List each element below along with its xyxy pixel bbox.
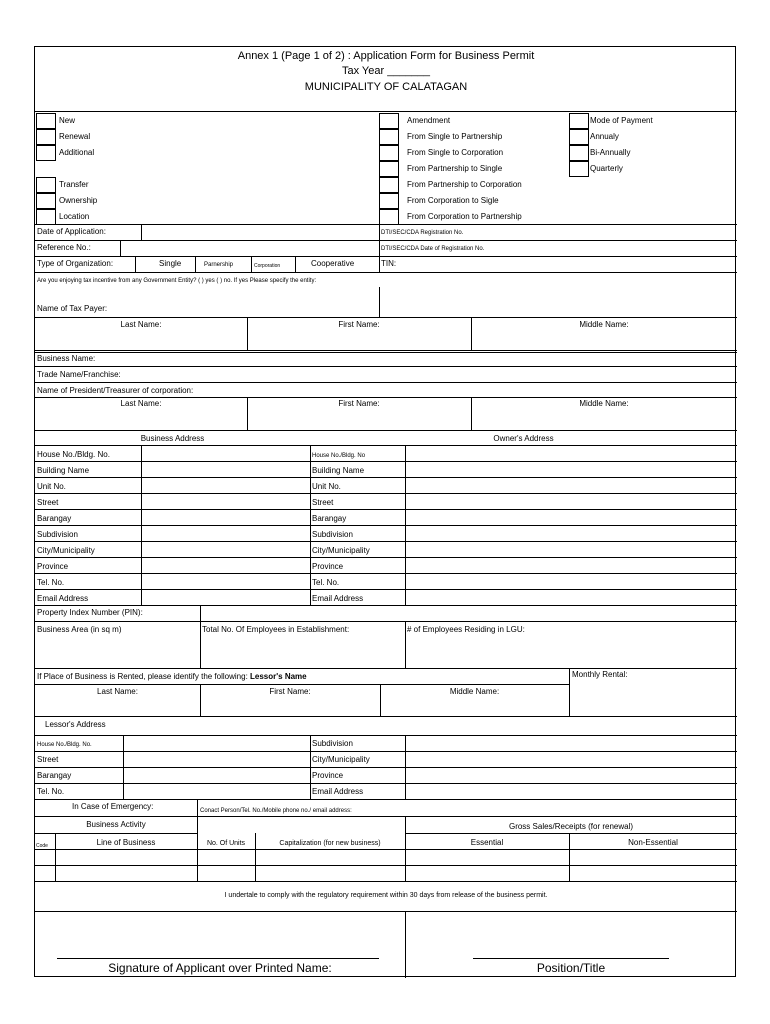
pin-label: Property Index Number (PIN): [37, 608, 143, 617]
gross-sales-title: Gross Sales/Receipts (for renewal) [508, 822, 634, 831]
business-house-no-label: House No./Bldg. No. [37, 450, 110, 459]
rented-lessor-label [37, 672, 307, 682]
corporation-to-single-checkbox[interactable] [379, 193, 399, 209]
tax-year: Tax Year _______ [341, 65, 431, 77]
corporation-to-single-label: From Corporation to Sigle [407, 196, 499, 205]
new-label: New [59, 116, 76, 125]
corporation-to-partnership-checkbox[interactable] [379, 209, 399, 225]
business-unit-no-label: Unit No. [37, 482, 66, 491]
president-last-name-label: Last Name: [120, 399, 162, 408]
lessor-tel-no-label: Tel. No. [37, 787, 65, 796]
ownership-checkbox[interactable] [36, 193, 56, 209]
business-street-label: Street [37, 498, 59, 507]
payment-mode-box [569, 113, 589, 129]
additional-label: Additional [59, 148, 95, 157]
president-first-name-label: First Name: [338, 399, 380, 408]
code-column-header: Code [36, 843, 48, 849]
renewal-label: Renewal [59, 132, 91, 141]
owner-city-label: City/Municipality [312, 546, 370, 555]
municipality-name: MUNICIPALITY OF CALATAGAN [304, 81, 468, 93]
total-employees-label: Total No. Of Employees in Establishment: [202, 625, 350, 634]
form-title: Annex 1 (Page 1 of 2) : Application Form for Business Permit [237, 50, 535, 62]
reference-no-label: Reference No.: [37, 243, 91, 252]
lessor-barangay-label: Barangay [37, 771, 72, 780]
bi-annually-label: Bi-Annually [590, 148, 631, 157]
business-barangay-label: Barangay [37, 514, 72, 523]
transfer-checkbox[interactable] [36, 177, 56, 193]
owner-street-label: Street [312, 498, 334, 507]
essential-header: Essential [470, 838, 504, 847]
lessor-email-label: Email Address [312, 787, 364, 796]
partnership-to-single-checkbox[interactable] [379, 161, 399, 177]
rented-prefix: If Place of Business is Rented, please identify the following: [37, 672, 251, 681]
business-address-title: Business Address [140, 434, 205, 443]
lessor-street-label: Street [37, 755, 59, 764]
owner-building-name-label: Building Name [312, 466, 365, 475]
compliance-declaration: I undertale to comply with the regulatory requirement within 30 days from release of the business permit. [224, 892, 548, 899]
amendment-checkbox[interactable] [379, 113, 399, 129]
non-essential-header: Non-Essential [628, 838, 678, 847]
single-to-corporation-label: From Single to Corporation [407, 148, 504, 157]
quarterly-checkbox[interactable] [569, 161, 589, 177]
new-checkbox[interactable] [36, 113, 56, 129]
taxpayer-middle-name-label: Middle Name: [579, 320, 629, 329]
transfer-label: Transfer [59, 180, 89, 189]
business-building-name-label: Building Name [37, 466, 90, 475]
no-of-units-header: No. Of Units [206, 840, 246, 847]
lessor-address-title: Lessor's Address [45, 720, 106, 729]
position-signature-line[interactable] [473, 958, 669, 959]
additional-checkbox[interactable] [36, 145, 56, 161]
trade-name-label: Trade Name/Franchise: [37, 370, 121, 379]
annualy-checkbox[interactable] [569, 129, 589, 145]
lessor-city-label: City/Municipality [312, 755, 370, 764]
position-title-label: Position/Title [536, 961, 606, 975]
business-area-label: Business Area (in sq m) [37, 625, 122, 634]
single-to-corporation-checkbox[interactable] [379, 145, 399, 161]
business-tel-no-label: Tel. No. [37, 578, 65, 587]
owner-unit-no-label: Unit No. [312, 482, 341, 491]
header-divider [35, 111, 737, 112]
business-subdivision-label: Subdivision [37, 530, 78, 539]
quarterly-label: Quarterly [590, 164, 623, 173]
date-of-application-label: Date of Application: [37, 227, 106, 236]
applicant-signature-label: Signature of Applicant over Printed Name: [108, 961, 332, 975]
partnership-to-single-label: From Partnership to Single [407, 164, 503, 173]
owner-subdivision-label: Subdivision [312, 530, 353, 539]
tin-label: TIN: [381, 259, 397, 268]
lessor-middle-name-label: Middle Name: [449, 687, 500, 696]
ownership-label: Ownership [59, 196, 98, 205]
owners-address-title: Owner's Address [493, 434, 554, 443]
partnership-option[interactable]: Parnership [204, 262, 234, 268]
corporation-to-partnership-label: From Corporation to Partnership [407, 212, 522, 221]
president-name-label: Name of President/Treasurer of corporation: [37, 386, 194, 395]
owner-province-label: Province [312, 562, 344, 571]
business-activity-title: Business Activity [86, 820, 146, 829]
emergency-label: In Case of Emergency: [72, 802, 154, 811]
cooperative-option[interactable]: Cooperative [311, 259, 355, 268]
lessor-last-name-label: Last Name: [97, 687, 138, 696]
owner-tel-no-label: Tel. No. [312, 578, 340, 587]
taxpayer-name-label: Name of Tax Payer: [37, 304, 108, 313]
owner-barangay-label: Barangay [312, 514, 347, 523]
business-province-label: Province [37, 562, 69, 571]
partnership-to-corporation-checkbox[interactable] [379, 177, 399, 193]
lessor-house-no-label: House No./Bldg. No. [37, 742, 92, 748]
organization-type-label: Type of Organization: [37, 259, 114, 268]
lessor-name-title: Lessor's Name [250, 672, 307, 681]
location-label: Location [59, 212, 90, 221]
capitalization-header: Capitalization (for new business) [279, 840, 381, 847]
taxpayer-last-name-label: Last Name: [120, 320, 162, 329]
single-to-partnership-label: From Single to Partnership [407, 132, 503, 141]
annualy-label: Annualy [590, 132, 619, 141]
business-email-label: Email Address [37, 594, 89, 603]
monthly-rental-label: Monthly Rental: [572, 670, 628, 679]
lessor-subdivision-label: Subdivision [312, 739, 353, 748]
single-to-partnership-checkbox[interactable] [379, 129, 399, 145]
tax-incentive-question: Are you enjoying tax incentive from any Government Entity? ( ) yes ( ) no. If yes Please specify the entity: [37, 278, 317, 284]
lessor-province-label: Province [312, 771, 344, 780]
emergency-contact-label: Conact Person/Tel. No./Mobile phone no./ email address: [200, 808, 352, 814]
applicant-signature-line[interactable] [57, 958, 379, 959]
business-permit-form [34, 46, 736, 977]
corporation-option[interactable]: Corporation [254, 263, 281, 269]
business-name-label: Business Name: [37, 354, 96, 363]
renewal-checkbox[interactable] [36, 129, 56, 145]
owner-email-label: Email Address [312, 594, 364, 603]
lessor-first-name-label: First Name: [269, 687, 311, 696]
single-option[interactable]: Single [159, 259, 182, 268]
location-checkbox[interactable] [36, 209, 56, 225]
business-city-label: City/Municipality [37, 546, 95, 555]
bi-annually-checkbox[interactable] [569, 145, 589, 161]
dti-registration-label: DTI/SEC/CDA Registration No. [381, 230, 464, 236]
owner-house-no-label: House No./Bldg. No [312, 453, 366, 459]
amendment-label: Amendment [407, 116, 451, 125]
lgu-employees-label: # of Employees Residing in LGU: [407, 625, 525, 634]
taxpayer-first-name-label: First Name: [338, 320, 380, 329]
line-of-business-header: Line of Business [96, 838, 156, 847]
payment-mode-title: Mode of Payment [590, 116, 653, 125]
president-middle-name-label: Middle Name: [579, 399, 629, 408]
partnership-to-corporation-label: From Partnership to Corporation [407, 180, 522, 189]
dti-date-label: DTI/SEC/CDA Date of Registration No. [381, 246, 485, 252]
